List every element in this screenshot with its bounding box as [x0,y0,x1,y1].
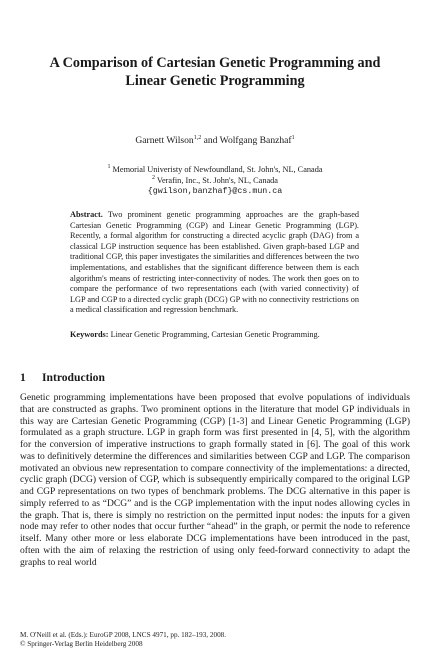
keywords [70,330,360,341]
author-email: {gwilson,banzhaf}@cs.mun.ca [147,187,283,196]
abstract-label: Abstract. [70,210,103,219]
copyright-line: © Springer-Verlag Berlin Heidelberg 2008 [20,640,143,648]
author-list [20,135,410,147]
affiliation-text: Verafin, Inc., St. John's, NL, Canada [154,175,278,185]
author-name: Wolfgang Banzhaf [219,135,292,146]
affiliation-marker: 2 [151,174,155,181]
author-name: Garnett Wilson [135,135,194,146]
citation-line: M. O'Neill et al. (Eds.): EuroGP 2008, LNCS 4971, pp. 182–193, 2008. [20,631,227,639]
section-title: Introduction [42,371,105,384]
affiliation-line [20,165,410,176]
body-paragraph: Genetic programming implementations have been proposed that evolve populations of individuals that are constructed as graphs. Two prominent options in the literature that model GP individuals in this way are Cartesian Genetic Programming (CGP) [1-3] and Linear Genetic Programming (LGP) formulated as a graph structure. LGP in graph form was first presented in [4, 5], with the algorithm for the conversion of imperative instructions to graph formally stated in [6]. The goal of this work was to definitively determine the differences and similarities between CGP and LGP. The comparison motivated an obvious new representation to compare connectivity of the implementations: a directed, cyclic graph (DCG) version of CGP, which is subsequently empirically compared to the original LGP and CGP representations on two types of benchmark problems. The DCG alternative in this paper is simply referred to as “DCG” and is the CGP implementation with the input nodes allowing cycles in the graph. That is, there is simply no restriction on the permitted input nodes: the inputs for a given node may refer to other nodes that occur further “ahead” in the graph, or permit the node to reference itself. Many other more or less elaborate DCG implementations have been introduced in the past, often with the aim of relaxing the restriction of using only feed-forward connectivity to adapt the graphs to real world [20,392,410,568]
affiliation-marker: 1 [291,134,295,141]
keywords-label: Keywords: [70,330,109,339]
title-line-2: Linear Genetic Programming [125,73,305,89]
abstract [70,210,359,316]
affiliation-marker: 1,2 [193,134,202,141]
abstract-text: Two prominent genetic programming approaches are the graph-based Cartesian Genetic Programming (CGP) and Linear Genetic Programming (LGP). Recently, a formal algorithm for constructing a directed acyclic graph (DAG) from a classical LGP instruction sequence has been established. Given graph-based LGP and traditional CGP, this paper investigates the similarities and differences between the two implementations, and establishes that the significant difference between them is each algorithm's means of restricting inter-connectivity of nodes. The work then goes on to compare the performance of two representations each (with varied connectivity) of LGP and CGP to a directed cyclic graph (DCG) GP with no connectivity restrictions on a medical classification and regression benchmark. [70,210,359,315]
affiliation-marker: 1 [107,164,111,171]
affiliation-text: Memorial Univeristy of Newfoundland, St. John's, NL, Canada [110,165,323,174]
author-conjunction: and [201,135,220,146]
paper-title [20,54,410,90]
section-number: 1 [20,371,26,384]
affiliation-line [20,176,410,187]
email-line [20,186,410,198]
title-line-1: A Comparison of Cartesian Genetic Programming and [49,55,381,71]
keywords-text: Linear Genetic Programming, Cartesian Genetic Programming. [108,330,320,339]
page-footer [20,631,226,649]
section-heading [20,371,105,385]
affiliations [20,165,410,198]
